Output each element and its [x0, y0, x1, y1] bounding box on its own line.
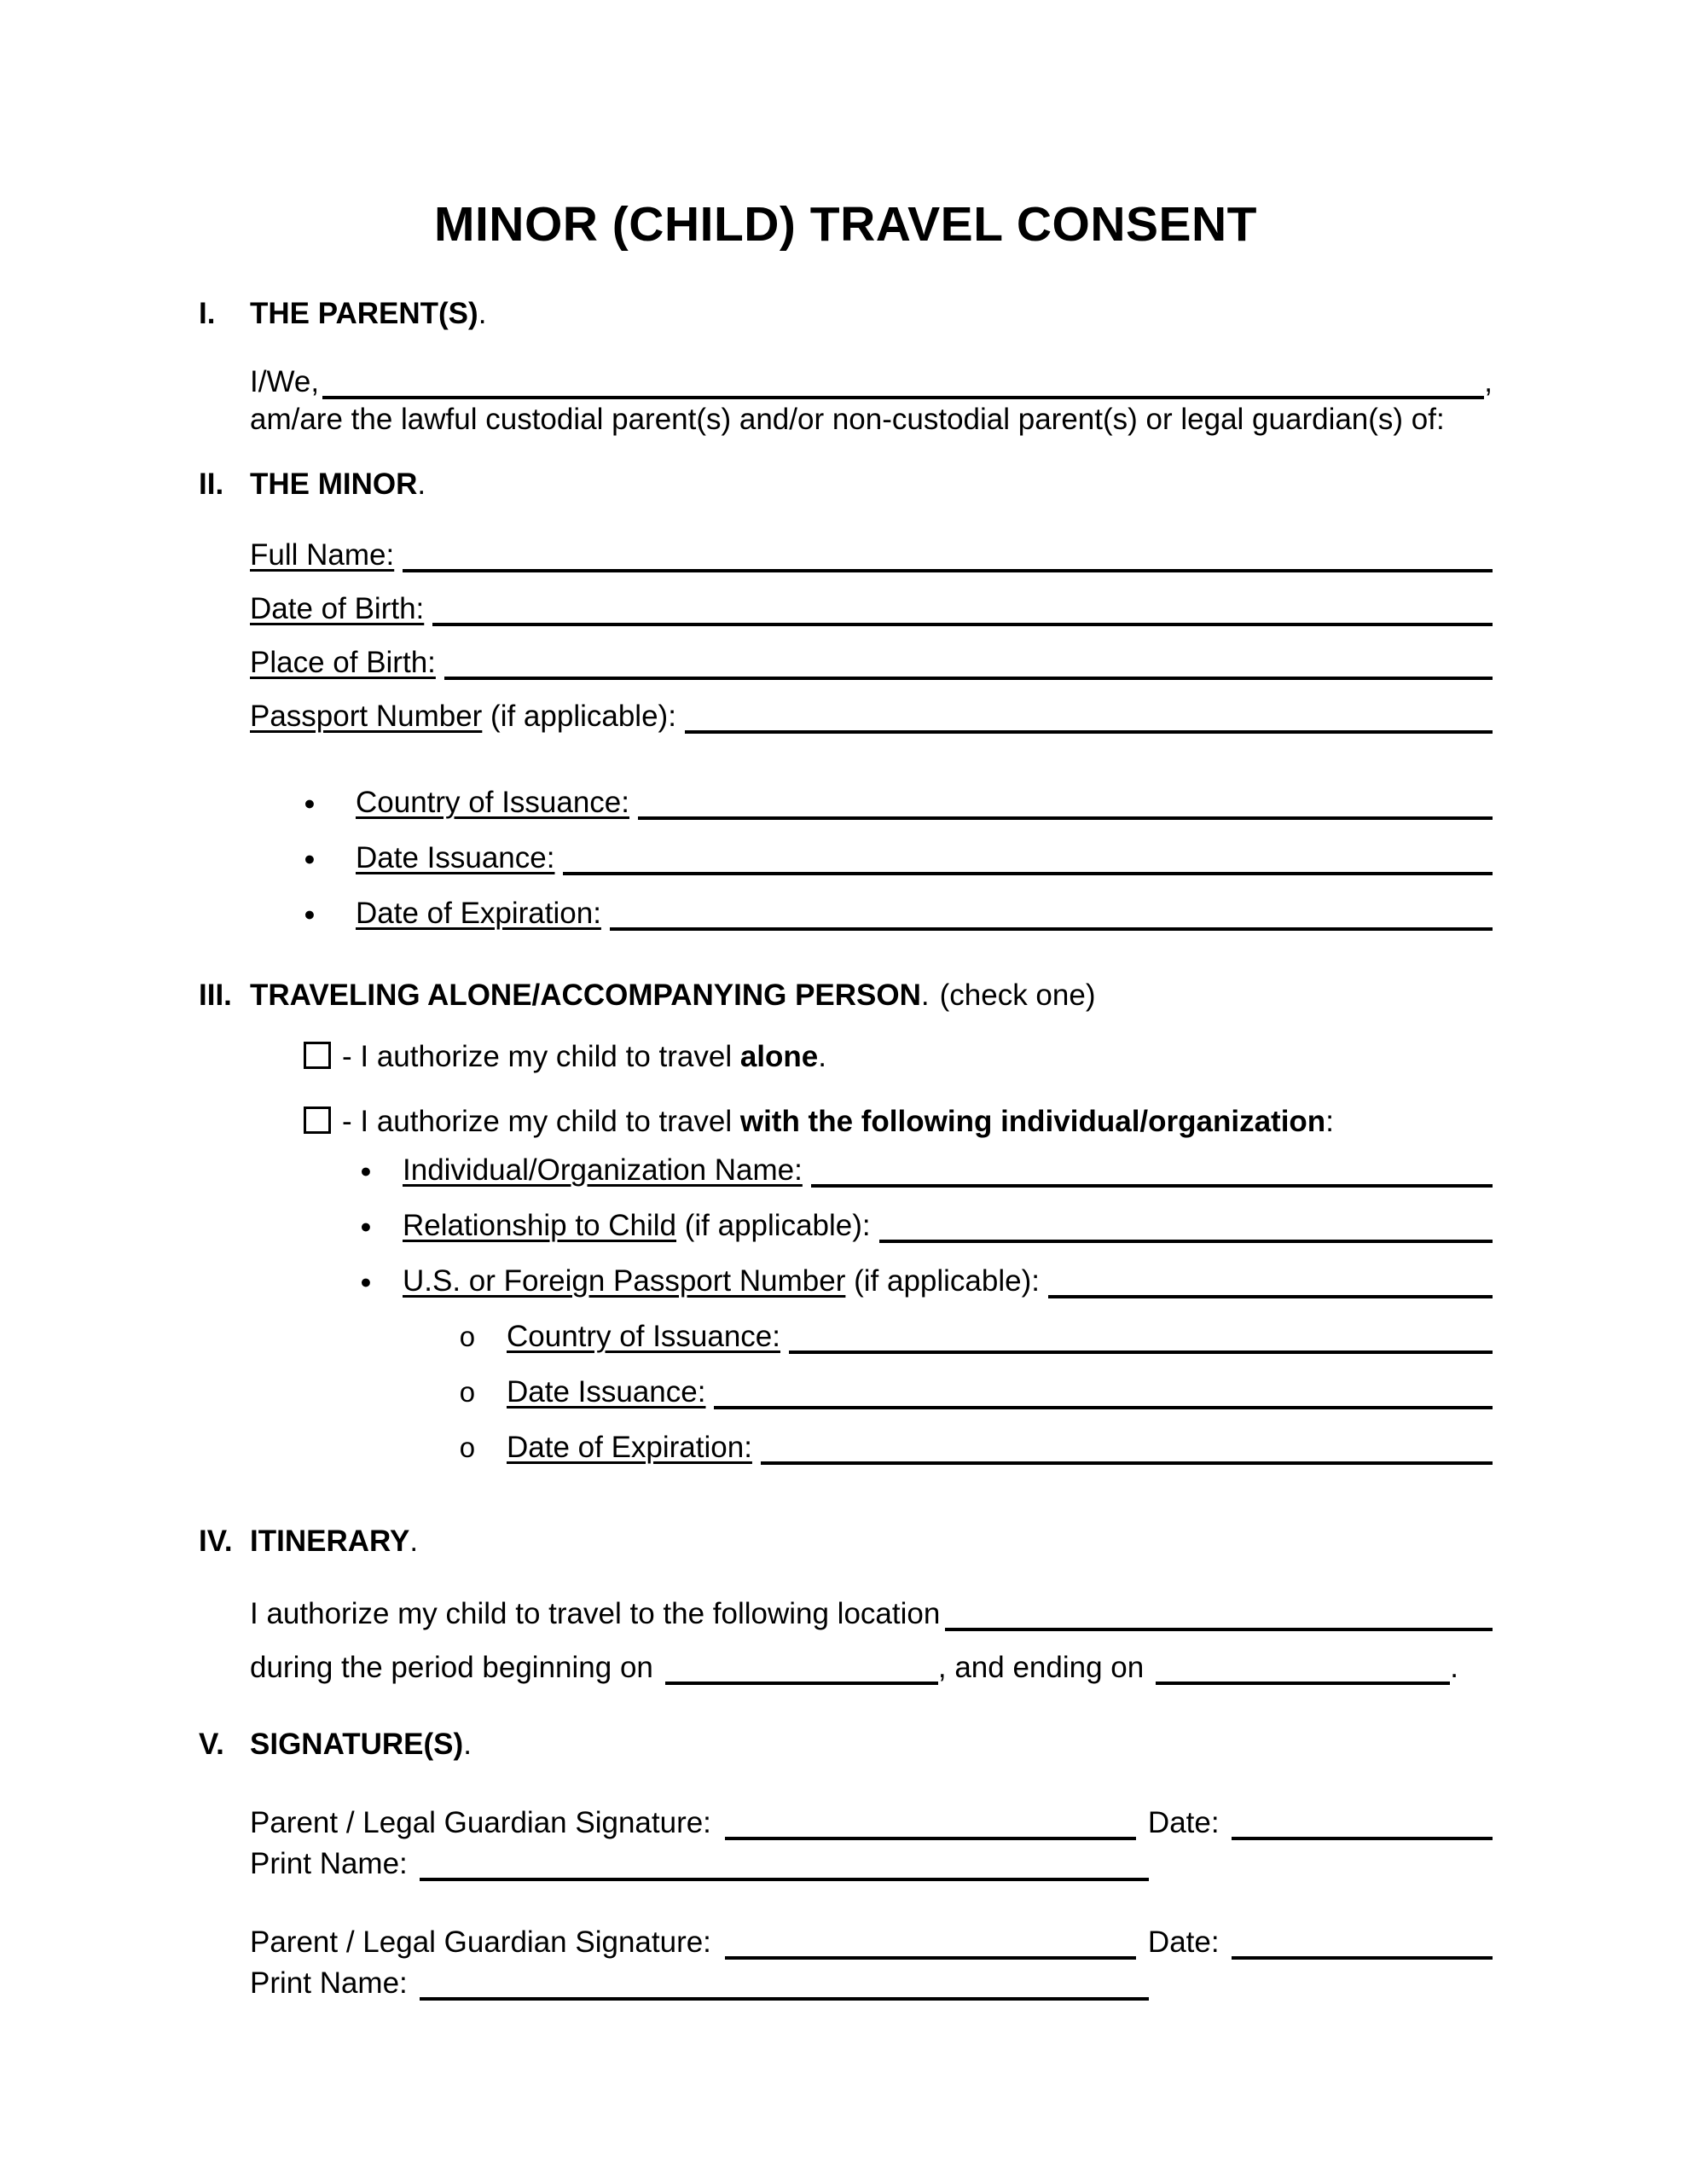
section-heading-minor	[199, 466, 1493, 503]
bullet-icon: ●	[304, 792, 316, 814]
relationship-to-child-input-line[interactable]	[879, 1240, 1493, 1243]
section-title: SIGNATURE(S).	[250, 1728, 472, 1761]
date-of-expiration-label: Date of Expiration:	[356, 897, 601, 930]
companion-date-of-expiration-label: Date of Expiration:	[507, 1431, 752, 1464]
parents-statement: am/are the lawful custodial parent(s) and/or non-custodial parent(s) or legal guardian(s) of:	[250, 403, 1445, 436]
option-row-travel-alone	[250, 1038, 1493, 1076]
companion-date-of-expiration-input-line[interactable]	[761, 1461, 1493, 1465]
travel-location-input-line[interactable]	[945, 1628, 1493, 1631]
print-name-row-2	[250, 1965, 1493, 2002]
relationship-to-child-qualifier: (if applicable):	[676, 1209, 871, 1242]
travel-with-checkbox[interactable]	[304, 1107, 331, 1134]
travel-alone-checkbox[interactable]	[304, 1042, 331, 1069]
check-one-note: (check one)	[939, 979, 1096, 1012]
section-numeral: IV.	[199, 1525, 233, 1558]
companion-country-of-issuance-label: Country of Issuance:	[507, 1320, 780, 1353]
signature-date-input-line-2[interactable]	[1232, 1956, 1493, 1960]
itinerary-location-label: I authorize my child to travel to the following location	[250, 1597, 941, 1630]
print-name-input-line-1[interactable]	[420, 1878, 1149, 1881]
circle-bullet-icon: o	[459, 1323, 476, 1355]
print-name-input-line-2[interactable]	[420, 1997, 1149, 2001]
individual-organization-name-input-line[interactable]	[811, 1184, 1493, 1188]
bullet-icon: ●	[304, 847, 316, 869]
travel-alone-option-label: - I authorize my child to travel alone.	[342, 1040, 826, 1073]
bullet-row-date-issuance	[250, 839, 1493, 880]
parents-names-input-line[interactable]	[322, 396, 1484, 399]
country-of-issuance-input-line[interactable]	[638, 816, 1493, 820]
date-label: Date:	[1147, 1926, 1220, 1959]
full-name-input-line[interactable]	[403, 569, 1493, 572]
date-label: Date:	[1147, 1806, 1220, 1839]
date-of-expiration-input-line[interactable]	[610, 927, 1493, 931]
companion-date-issuance-label: Date Issuance:	[507, 1375, 706, 1409]
signature-row-1	[250, 1804, 1493, 1842]
itinerary-location-row	[250, 1595, 1493, 1633]
place-of-birth-label: Place of Birth:	[250, 646, 436, 679]
passport-number-qualifier: (if applicable):	[482, 700, 676, 733]
period-beginning-label: during the period beginning on	[250, 1651, 653, 1684]
bullet-row-individual-organization-name	[250, 1152, 1493, 1192]
field-row-full-name	[250, 537, 1493, 574]
date-of-birth-label: Date of Birth:	[250, 592, 425, 625]
page-title: MINOR (CHILD) TRAVEL CONSENT	[433, 197, 1258, 252]
bullet-icon: ●	[360, 1270, 372, 1292]
passport-number-input-line[interactable]	[685, 730, 1493, 734]
print-name-label: Print Name:	[250, 1966, 408, 2000]
section-title: ITINERARY.	[250, 1525, 419, 1558]
date-issuance-input-line[interactable]	[563, 872, 1493, 875]
country-of-issuance-label: Country of Issuance:	[356, 786, 629, 819]
iwe-comma: ,	[1484, 365, 1493, 398]
bullet-row-us-foreign-passport-number	[250, 1263, 1493, 1303]
section-numeral: III.	[199, 979, 232, 1012]
companion-country-of-issuance-input-line[interactable]	[789, 1350, 1493, 1354]
field-row-date-of-birth	[250, 590, 1493, 628]
field-row-place-of-birth	[250, 644, 1493, 682]
signature-row-2	[250, 1924, 1493, 1961]
print-name-label: Print Name:	[250, 1847, 408, 1880]
guardian-signature-label: Parent / Legal Guardian Signature:	[250, 1806, 711, 1839]
guardian-signature-input-line-1[interactable]	[725, 1837, 1136, 1840]
sub-bullet-row-date-issuance	[250, 1374, 1493, 1414]
guardian-signature-label: Parent / Legal Guardian Signature:	[250, 1926, 711, 1959]
circle-bullet-icon: o	[459, 1434, 476, 1466]
section-numeral: V.	[199, 1728, 224, 1761]
section-numeral: I.	[199, 297, 216, 330]
parents-names-row	[250, 363, 1493, 401]
date-issuance-label: Date Issuance:	[356, 841, 555, 874]
sub-bullet-row-country-of-issuance	[250, 1318, 1493, 1358]
place-of-birth-input-line[interactable]	[444, 677, 1493, 680]
individual-organization-name-label: Individual/Organization Name:	[403, 1153, 803, 1187]
section-title: TRAVELING ALONE/ACCOMPANYING PERSON. (check one)	[250, 979, 1096, 1012]
passport-number-label: Passport Number	[250, 700, 483, 733]
us-foreign-passport-number-input-line[interactable]	[1048, 1295, 1493, 1298]
section-title: THE MINOR.	[250, 468, 426, 501]
date-of-birth-input-line[interactable]	[432, 623, 1493, 626]
section-heading-itinerary	[199, 1523, 1493, 1560]
section-heading-parents	[199, 295, 1493, 333]
bullet-icon: ●	[360, 1159, 372, 1182]
bullet-icon: ●	[360, 1215, 372, 1237]
signature-date-input-line-1[interactable]	[1232, 1837, 1493, 1840]
guardian-signature-input-line-2[interactable]	[725, 1956, 1136, 1960]
travel-with-option-label: - I authorize my child to travel with the following individual/organization:	[342, 1105, 1334, 1138]
itinerary-dates-row	[250, 1649, 1493, 1687]
relationship-to-child-label: Relationship to Child	[403, 1209, 677, 1242]
section-heading-signatures	[199, 1726, 1493, 1763]
iwe-label: I/We,	[250, 365, 320, 398]
period-ending-label: , and ending on	[937, 1651, 1145, 1684]
section-numeral: II.	[199, 468, 224, 501]
bullet-row-relationship-to-child	[250, 1207, 1493, 1247]
sub-bullet-row-date-of-expiration	[250, 1429, 1493, 1469]
full-name-label: Full Name:	[250, 538, 395, 572]
companion-date-issuance-input-line[interactable]	[714, 1406, 1493, 1409]
field-row-passport-number	[250, 698, 1493, 735]
bullet-row-date-of-expiration	[250, 895, 1493, 935]
us-foreign-passport-number-label: U.S. or Foreign Passport Number	[403, 1264, 846, 1298]
section-title: THE PARENT(S).	[250, 297, 487, 330]
us-foreign-passport-number-qualifier: (if applicable):	[845, 1264, 1040, 1298]
bullet-row-country-of-issuance	[250, 784, 1493, 824]
print-name-row-1	[250, 1845, 1493, 1883]
bullet-icon: ●	[304, 903, 316, 925]
option-row-travel-with	[250, 1103, 1493, 1141]
section-heading-traveling	[199, 977, 1493, 1014]
period-begin-date-input-line[interactable]	[665, 1682, 938, 1685]
sentence-period: .	[1450, 1651, 1458, 1684]
circle-bullet-icon: o	[459, 1379, 476, 1410]
period-end-date-input-line[interactable]	[1156, 1682, 1450, 1685]
